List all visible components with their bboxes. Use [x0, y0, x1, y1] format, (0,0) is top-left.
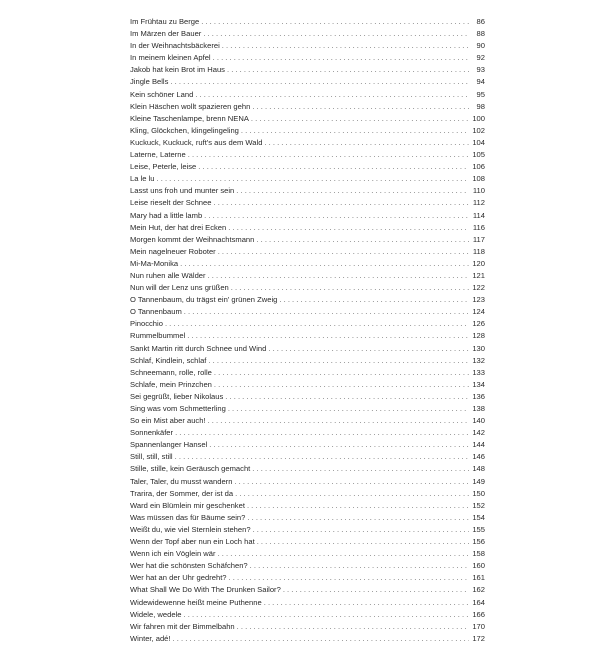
toc-entry-page-number: 172: [472, 633, 485, 643]
toc-entry: [130, 330, 485, 342]
toc-entry: [130, 258, 485, 270]
toc-entry-title: Mi-Ma-Monika: [130, 258, 179, 268]
toc-entry-title: Was müssen das für Bäume sein?: [130, 512, 246, 522]
toc-entry-page-number: 118: [472, 246, 485, 256]
toc-entry-page-number: 105: [472, 150, 485, 160]
toc-entry-page-number: 156: [472, 537, 485, 547]
dot-leader: [213, 52, 469, 64]
dot-leader: [268, 343, 469, 355]
toc-entry-title: Im Frühtau zu Berge: [130, 17, 200, 26]
dot-leader: [173, 633, 469, 645]
dot-leader: [175, 427, 469, 439]
toc-entry-title: Schneemann, rolle, rolle: [130, 367, 212, 377]
toc-entry-title: Widewidewenne heißt meine Puthenne: [130, 597, 262, 607]
toc-entry-title: Widele, wedele: [130, 609, 182, 619]
toc-entry-page-number: 130: [472, 343, 485, 353]
toc-entry-page-number: 102: [472, 125, 485, 135]
toc-entry-page-number: 155: [472, 524, 485, 534]
toc-entry-title: Wir fahren mit der Bimmelbahn: [130, 621, 235, 631]
toc-entry-page-number: 94: [476, 77, 485, 87]
toc-entry: [130, 306, 485, 318]
toc-entry-page-number: 134: [472, 379, 485, 389]
dot-leader: [235, 488, 469, 500]
toc-entry-page-number: 126: [472, 319, 485, 329]
toc-entry: [130, 343, 485, 355]
toc-entry: [130, 137, 485, 149]
toc-entry-page-number: 92: [476, 53, 485, 63]
toc-entry: [130, 282, 485, 294]
toc-entry-title: Leise rieselt der Schnee: [130, 198, 212, 208]
dot-leader: [214, 367, 469, 379]
toc-entry-page-number: 88: [476, 29, 485, 39]
toc-entry-title: Im Märzen der Bauer: [130, 29, 202, 39]
toc-entry-title: Wer hat an der Uhr gedreht?: [130, 573, 227, 583]
dot-leader: [236, 185, 469, 197]
toc-entry: [130, 572, 485, 584]
dot-leader: [231, 282, 469, 294]
dot-leader: [251, 113, 469, 125]
toc-entry-title: Jakob hat kein Brot im Haus: [130, 65, 225, 75]
dot-leader: [250, 560, 469, 572]
toc-entry: [130, 294, 485, 306]
toc-entry: [130, 28, 485, 40]
toc-entry-page-number: 166: [472, 609, 485, 619]
dot-leader: [228, 222, 469, 234]
dot-leader: [201, 16, 469, 28]
toc-entry-title: Kein schöner Land: [130, 89, 194, 99]
toc-entry-page-number: 110: [472, 186, 485, 196]
toc-entry: [130, 415, 485, 427]
toc-entry-title: Rummelbummel: [130, 331, 186, 341]
toc-entry-page-number: 108: [472, 174, 485, 184]
toc-entry-title: Lasst uns froh und munter sein: [130, 186, 235, 196]
toc-entry: [130, 210, 485, 222]
toc-entry-title: Winter, adé!: [130, 633, 171, 643]
toc-entry-title: Spannenlanger Hansel: [130, 440, 208, 450]
toc-entry-title: In meinem kleinen Apfel: [130, 53, 211, 63]
toc-entry: [130, 185, 485, 197]
toc-entry: [130, 403, 485, 415]
toc-entry-page-number: 142: [472, 428, 485, 438]
toc-entry-page-number: 158: [472, 549, 485, 559]
dot-leader: [225, 391, 469, 403]
toc-entry-title: Wenn ich ein Vöglein wär: [130, 549, 216, 559]
toc-entry-page-number: 150: [472, 488, 485, 498]
toc-entry-title: Weißt du, wie viel Sternlein stehen?: [130, 524, 251, 534]
toc-entry-title: What Shall We Do With The Drunken Sailor?: [130, 585, 281, 595]
dot-leader: [241, 125, 469, 137]
toc-entry: [130, 500, 485, 512]
toc-entry-page-number: 128: [472, 331, 485, 341]
toc-entry-title: In der Weihnachtsbäckerei: [130, 41, 220, 51]
toc-entry-title: Nun ruhen alle Wälder: [130, 270, 206, 280]
dot-leader: [237, 621, 469, 633]
toc-entry-title: Wenn der Topf aber nun ein Loch hat: [130, 537, 255, 547]
toc-entry-page-number: 170: [472, 621, 485, 631]
toc-entry-title: Sei gegrüßt, lieber Nikolaus: [130, 391, 224, 401]
toc-entry-page-number: 120: [472, 258, 485, 268]
dot-leader: [218, 246, 469, 258]
toc-entry-page-number: 116: [472, 222, 485, 232]
toc-entry: [130, 463, 485, 475]
toc-entry: [130, 89, 485, 101]
dot-leader: [247, 500, 469, 512]
dot-leader: [283, 584, 469, 596]
toc-entry: [130, 621, 485, 633]
toc-entry: [130, 548, 485, 560]
dot-leader: [204, 210, 469, 222]
dot-leader: [252, 101, 469, 113]
table-of-contents: [130, 16, 485, 645]
toc-entry-page-number: 149: [472, 476, 485, 486]
dot-leader: [188, 149, 469, 161]
toc-entry: [130, 355, 485, 367]
toc-entry-page-number: 146: [472, 452, 485, 462]
toc-entry-title: O Tannenbaum: [130, 307, 182, 317]
dot-leader: [157, 173, 470, 185]
dot-leader: [214, 379, 469, 391]
toc-entry: [130, 584, 485, 596]
toc-entry: [130, 476, 485, 488]
toc-entry-title: Mein nagelneuer Roboter: [130, 246, 216, 256]
dot-leader: [222, 40, 469, 52]
toc-entry: [130, 524, 485, 536]
toc-entry-page-number: 161: [472, 573, 485, 583]
dot-leader: [208, 355, 469, 367]
toc-entry: [130, 161, 485, 173]
toc-entry-title: O Tannenbaum, du trägst ein' grünen Zweig: [130, 295, 278, 305]
toc-entry-title: Schlaf, Kindlein, schlaf: [130, 355, 207, 365]
toc-entry-title: Stille, stille, kein Geräusch gemacht: [130, 464, 251, 474]
toc-entry-page-number: 136: [472, 391, 485, 401]
toc-entry-page-number: 90: [476, 41, 485, 51]
toc-entry-page-number: 132: [472, 355, 485, 365]
toc-entry-page-number: 114: [472, 210, 485, 220]
toc-entry: [130, 149, 485, 161]
toc-entry-page-number: 154: [472, 512, 485, 522]
dot-leader: [252, 463, 469, 475]
dot-leader: [253, 524, 469, 536]
toc-entry-page-number: 140: [472, 416, 485, 426]
dot-leader: [203, 28, 469, 40]
dot-leader: [264, 597, 469, 609]
dot-leader: [195, 89, 469, 101]
toc-entry-page-number: 112: [472, 198, 485, 208]
toc-entry-title: Leise, Peterle, leise: [130, 162, 197, 172]
toc-entry: [130, 125, 485, 137]
dot-leader: [279, 294, 469, 306]
toc-entry-title: Nun will der Lenz uns grüßen: [130, 283, 229, 293]
toc-entry-page-number: 138: [472, 404, 485, 413]
toc-entry-title: Kleine Taschenlampe, brenn NENA: [130, 113, 249, 123]
toc-entry-title: Sing was vom Schmetterling: [130, 404, 226, 413]
toc-entry-page-number: 162: [472, 585, 485, 595]
dot-leader: [198, 161, 469, 173]
toc-entry: [130, 52, 485, 64]
toc-entry-title: Klein Häschen wollt spazieren gehn: [130, 101, 251, 111]
toc-entry-page-number: 144: [472, 440, 485, 450]
toc-entry: [130, 270, 485, 282]
dot-leader: [247, 512, 469, 524]
dot-leader: [184, 609, 470, 621]
toc-entry-page-number: 86: [476, 17, 485, 26]
toc-entry: [130, 379, 485, 391]
dot-leader: [209, 439, 469, 451]
toc-entry-title: Schlafe, mein Prinzchen: [130, 379, 212, 389]
dot-leader: [256, 234, 469, 246]
toc-entry: [130, 512, 485, 524]
toc-entry: [130, 101, 485, 113]
dot-leader: [218, 548, 469, 560]
toc-entry-title: Laterne, Laterne: [130, 150, 186, 160]
toc-entry-title: Ward ein Blümlein mir geschenket: [130, 500, 245, 510]
toc-entry-title: Pinocchio: [130, 319, 163, 329]
toc-entry-page-number: 98: [476, 101, 485, 111]
toc-entry-title: Taler, Taler, du musst wandern: [130, 476, 233, 486]
dot-leader: [264, 137, 469, 149]
toc-entry: [130, 367, 485, 379]
toc-entry-title: Still, still, still: [130, 452, 173, 462]
toc-entry-title: So ein Mist aber auch!: [130, 416, 206, 426]
dot-leader: [229, 572, 469, 584]
dot-leader: [228, 403, 469, 415]
dot-leader: [213, 197, 469, 209]
toc-entry: [130, 427, 485, 439]
toc-entry-title: Morgen kommt der Weihnachtsmann: [130, 234, 255, 244]
toc-entry-page-number: 123: [472, 295, 485, 305]
toc-entry-title: Mary had a little lamb: [130, 210, 203, 220]
toc-entry-title: Trarira, der Sommer, der ist da: [130, 488, 234, 498]
toc-entry: [130, 633, 485, 645]
dot-leader: [170, 76, 469, 88]
toc-entry-page-number: 148: [472, 464, 485, 474]
toc-entry-title: Jingle Bells: [130, 77, 169, 87]
toc-entry-title: Kling, Glöckchen, klingelingeling: [130, 125, 239, 135]
toc-entry: [130, 488, 485, 500]
toc-entry: [130, 439, 485, 451]
toc-entry: [130, 16, 485, 28]
toc-entry: [130, 560, 485, 572]
toc-entry: [130, 197, 485, 209]
dot-leader: [184, 306, 469, 318]
dot-leader: [165, 318, 469, 330]
toc-entry: [130, 173, 485, 185]
toc-entry-page-number: 95: [476, 89, 485, 99]
dot-leader: [175, 451, 469, 463]
toc-entry-page-number: 164: [472, 597, 485, 607]
toc-entry: [130, 451, 485, 463]
toc-entry-page-number: 133: [472, 367, 485, 377]
dot-leader: [257, 536, 469, 548]
toc-entry-page-number: 160: [472, 561, 485, 571]
toc-entry: [130, 609, 485, 621]
toc-entry-title: Sankt Martin ritt durch Schnee und Wind: [130, 343, 267, 353]
toc-entry-page-number: 124: [472, 307, 485, 317]
toc-entry-page-number: 106: [472, 162, 485, 172]
toc-entry: [130, 597, 485, 609]
toc-entry: [130, 113, 485, 125]
toc-entry: [130, 536, 485, 548]
dot-leader: [187, 330, 469, 342]
dot-leader: [208, 270, 469, 282]
toc-entry-title: Wer hat die schönsten Schäfchen?: [130, 561, 248, 571]
toc-entry-page-number: 122: [472, 283, 485, 293]
dot-leader: [234, 476, 469, 488]
toc-entry-page-number: 152: [472, 500, 485, 510]
toc-entry-title: Mein Hut, der hat drei Ecken: [130, 222, 227, 232]
toc-entry: [130, 318, 485, 330]
toc-entry-title: Sonnenkäfer: [130, 428, 174, 438]
dot-leader: [227, 64, 469, 76]
toc-entry-page-number: 93: [476, 65, 485, 75]
toc-entry: [130, 76, 485, 88]
toc-entry: [130, 40, 485, 52]
toc-entry: [130, 222, 485, 234]
dot-leader: [208, 415, 469, 427]
toc-entry-page-number: 100: [472, 113, 485, 123]
toc-entry: [130, 234, 485, 246]
dot-leader: [180, 258, 469, 270]
toc-entry-title: Kuckuck, Kuckuck, ruft's aus dem Wald: [130, 137, 263, 147]
toc-entry-title: La le lu: [130, 174, 155, 184]
toc-entry-page-number: 117: [472, 234, 485, 244]
toc-entry: [130, 391, 485, 403]
toc-entry: [130, 64, 485, 76]
toc-entry: [130, 246, 485, 258]
toc-entry-page-number: 121: [472, 270, 485, 280]
toc-entry-page-number: 104: [472, 137, 485, 147]
